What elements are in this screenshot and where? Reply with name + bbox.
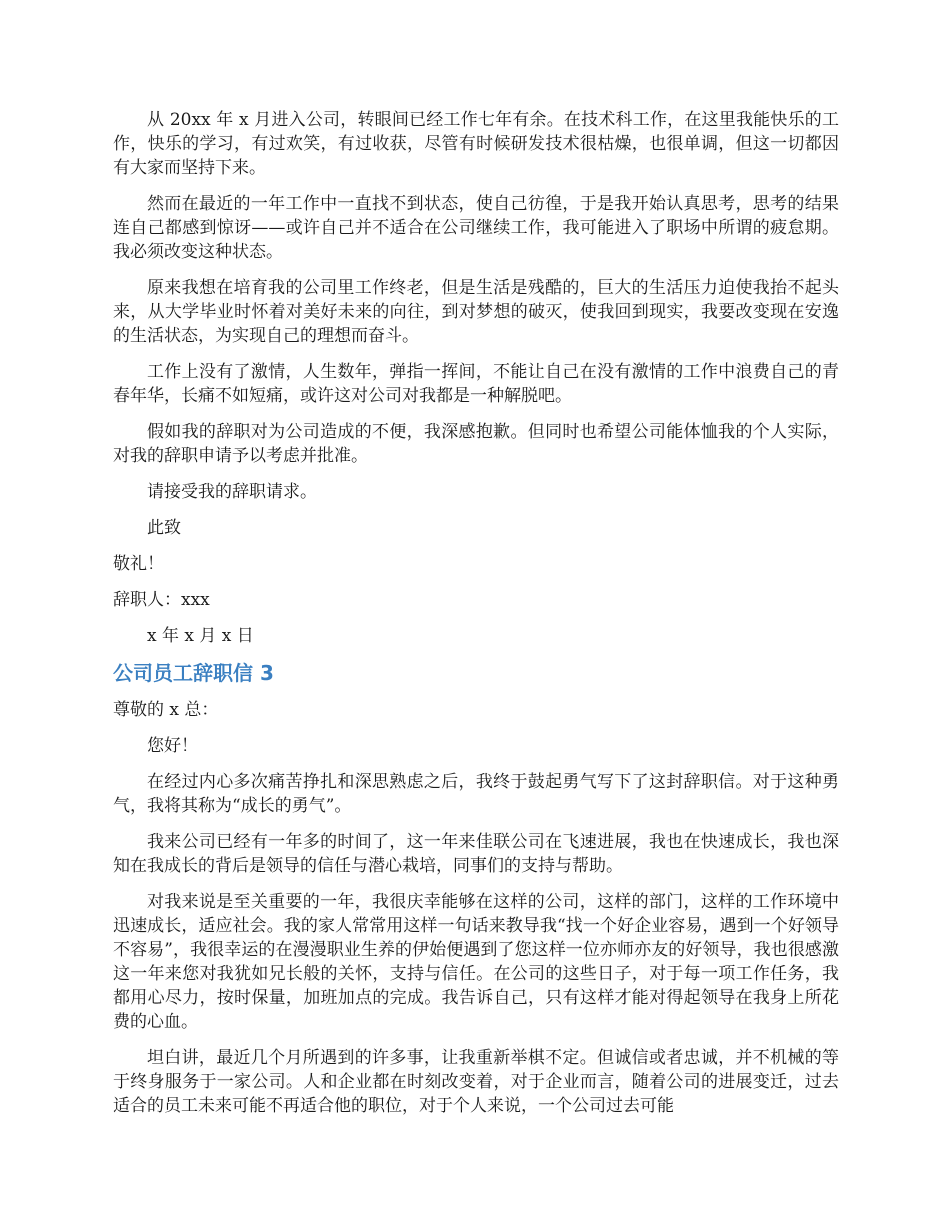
body-paragraph: 假如我的辞职对为公司造成的不便，我深感抱歉。但同时也希望公司能体恤我的个人实际，对我的辞职申请予以考虑并批准。 bbox=[113, 422, 839, 466]
section-heading: 公司员工辞职信 3 bbox=[113, 661, 274, 685]
body-paragraph: 我来公司已经有一年多的时间了，这一年来佳联公司在飞速进展，我也在快速成长，我也深知在我成长的背后是领导的信任与潜心栽培，同事们的支持与帮助。 bbox=[113, 832, 839, 876]
closing-phrase: 此致 bbox=[147, 518, 181, 538]
date-line: x 年 x 月 x 日 bbox=[147, 626, 254, 646]
greeting-line: 尊敬的 x 总： bbox=[113, 700, 219, 720]
body-paragraph: 请接受我的辞职请求。 bbox=[147, 482, 317, 502]
body-paragraph: 工作上没有了激情，人生数年，弹指一挥间，不能让自己在没有激情的工作中浪费自己的青春年华，长痛不如短痛，或许这对公司对我都是一种解脱吧。 bbox=[113, 362, 839, 406]
body-paragraph: 对我来说是至关重要的一年，我很庆幸能够在这样的公司，这样的部门，这样的工作环境中迅速成长，适应社会。我的家人常常用这样一句话来教导我“找一个好企业容易，遇到一个好领导不容易”，我很幸运的在漫漫职业生养的伊始便遇到了您这样一位亦师亦友的好领导，我也很感激这一年来您对我犹如兄长般的关怀，支持与信任。在公司的这些日子，对于每一项工作任务，我都用心尽力，按时保量，加班加点的完成。我告诉自己，只有这样才能对得起领导在我身上所花费的心血。 bbox=[113, 892, 839, 1032]
document-page bbox=[113, 108, 839, 1130]
body-paragraph: 然而在最近的一年工作中一直找不到状态，使自己彷徨，于是我开始认真思考，思考的结果连自己都感到惊讶——或许自己并不适合在公司继续工作，我可能进入了职场中所谓的疲怠期。我必须改变这种状态。 bbox=[113, 194, 839, 262]
signature-line: 辞职人：xxx bbox=[113, 590, 210, 610]
hello-line: 您好！ bbox=[147, 736, 198, 756]
salute-line: 敬礼！ bbox=[113, 554, 164, 574]
body-paragraph: 原来我想在培育我的公司里工作终老，但是生活是残酷的，巨大的生活压力迫使我抬不起头来，从大学毕业时怀着对美好未来的向往，到对梦想的破灭，使我回到现实，我要改变现在安逸的生活状态，为实现自己的理想而奋斗。 bbox=[113, 278, 839, 346]
body-paragraph: 坦白讲，最近几个月所遇到的许多事，让我重新举棋不定。但诚信或者忠诚，并不机械的等于终身服务于一家公司。人和企业都在时刻改变着，对于企业而言，随着公司的进展变迁，过去适合的员工未来可能不再适合他的职位，对于个人来说，一个公司过去可能 bbox=[113, 1048, 839, 1116]
body-paragraph: 从 20xx 年 x 月进入公司，转眼间已经工作七年有余。在技术科工作，在这里我能快乐的工作，快乐的学习，有过欢笑，有过收获，尽管有时候研发技术很枯燥，也很单调，但这一切都因有大家而坚持下来。 bbox=[113, 110, 839, 178]
body-paragraph: 在经过内心多次痛苦挣扎和深思熟虑之后，我终于鼓起勇气写下了这封辞职信。对于这种勇气，我将其称为“成长的勇气”。 bbox=[113, 772, 839, 816]
